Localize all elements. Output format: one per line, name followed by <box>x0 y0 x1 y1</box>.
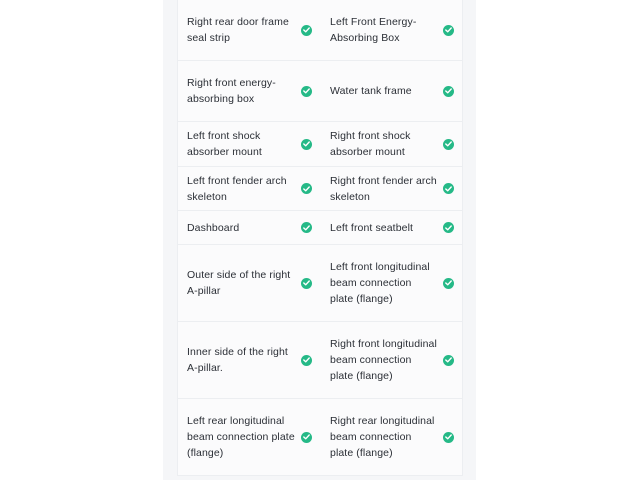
checklist-item <box>320 245 462 321</box>
checklist-item <box>178 322 320 398</box>
checklist-item <box>320 122 462 166</box>
item-label: Right rear door frame seal strip <box>187 16 289 44</box>
check-icon <box>301 222 312 233</box>
check-icon <box>443 355 454 366</box>
item-label: Left front shock absorber mount <box>187 130 262 158</box>
checklist-row <box>178 245 462 322</box>
check-icon <box>443 86 454 97</box>
check-icon <box>443 183 454 194</box>
checklist-row <box>178 61 462 122</box>
check-icon <box>443 278 454 289</box>
checklist-item <box>178 211 320 244</box>
checklist-row <box>178 0 462 61</box>
item-label: Left rear longitudinal beam connection plate (flange) <box>187 415 295 459</box>
inspection-panel <box>163 0 476 480</box>
item-label: Left front longitudinal beam connection plate (flange) <box>330 261 430 305</box>
checklist-item <box>178 0 320 60</box>
item-label: Left front fender arch skeleton <box>187 174 287 203</box>
check-icon <box>443 25 454 36</box>
inspection-checklist-grid <box>177 0 463 476</box>
item-label: Left Front Energy-Absorbing Box <box>330 16 417 44</box>
check-icon <box>443 432 454 443</box>
checklist-item <box>178 245 320 321</box>
item-label: Water tank frame <box>330 85 412 97</box>
checklist-item <box>178 61 320 121</box>
item-label: Left front seatbelt <box>330 221 414 234</box>
check-icon <box>301 139 312 150</box>
check-icon <box>443 222 454 233</box>
checklist-item <box>320 61 462 121</box>
item-label: Dashboard <box>187 221 240 234</box>
item-label: Inner side of the right A-pillar. <box>187 346 288 374</box>
check-icon <box>301 432 312 443</box>
check-icon <box>301 86 312 97</box>
item-label: Right front fender arch skeleton <box>330 174 437 203</box>
item-label: Right front longitudinal beam connection plate (flange) <box>330 338 437 382</box>
checklist-item <box>178 122 320 166</box>
check-icon <box>443 139 454 150</box>
checklist-item <box>320 399 462 475</box>
checklist-item <box>320 211 462 244</box>
checklist-item <box>178 399 320 475</box>
checklist-row <box>178 122 462 167</box>
item-label: Right rear longitudinal beam connection plate (flange) <box>330 415 435 459</box>
check-icon <box>301 183 312 194</box>
checklist-item <box>320 322 462 398</box>
item-label: Right front shock absorber mount <box>330 130 411 158</box>
checklist-item <box>178 167 320 210</box>
item-label: Outer side of the right A-pillar <box>187 269 291 297</box>
check-icon <box>301 355 312 366</box>
checklist-row <box>178 399 462 476</box>
checklist-item <box>320 167 462 210</box>
checklist-row <box>178 211 462 245</box>
checklist-item <box>320 0 462 60</box>
check-icon <box>301 278 312 289</box>
checklist-row <box>178 322 462 399</box>
right-gutter <box>476 0 640 480</box>
item-label: Right front energy-absorbing box <box>187 77 276 105</box>
check-icon <box>301 25 312 36</box>
checklist-row <box>178 167 462 211</box>
left-gutter <box>0 0 163 480</box>
